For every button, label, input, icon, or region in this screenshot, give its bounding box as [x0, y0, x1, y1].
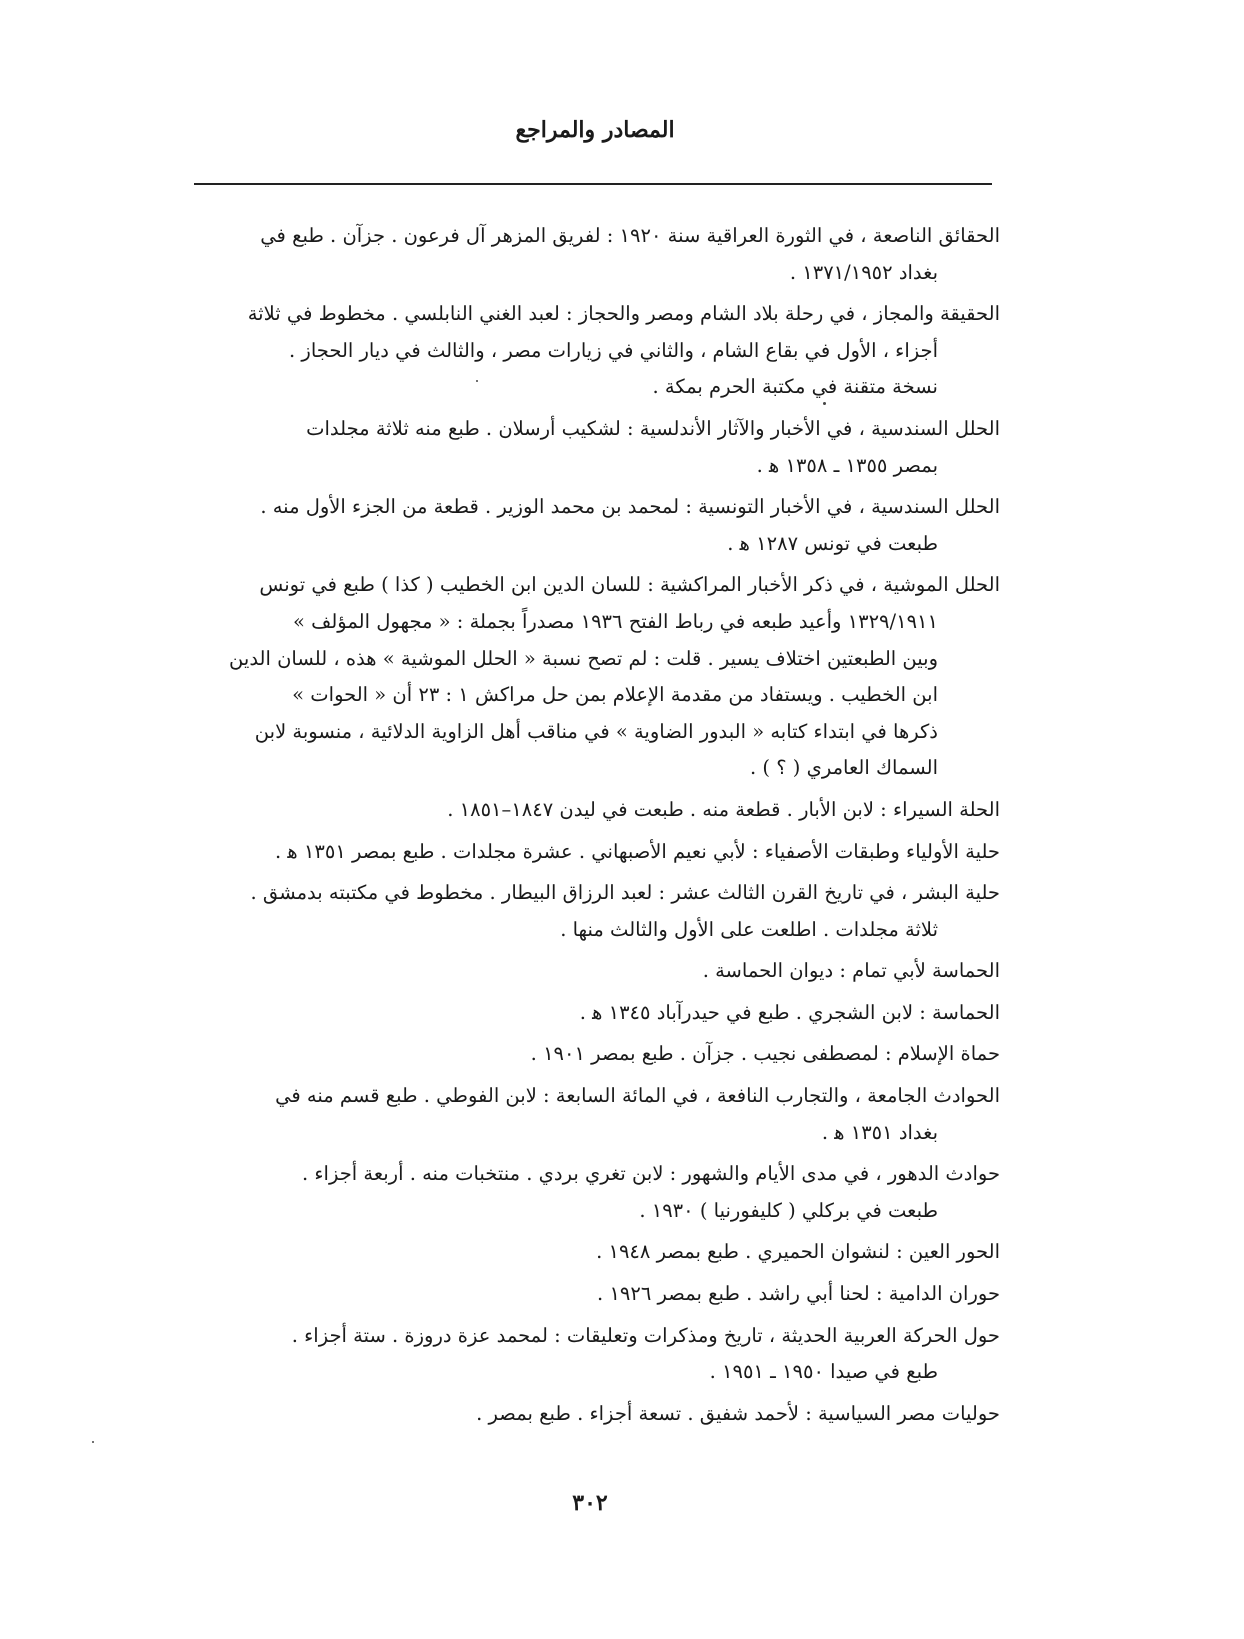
- entry-continuation-line: أجزاء ، الأول في بقاع الشام ، والثاني في زيارات مصر ، والثالث في ديار الحجاز .: [289, 338, 938, 362]
- entry-first-line: الحقائق الناصعة ، في الثورة العراقية سنة ١٩٢٠ : لفريق المزهر آل فرعون . جزآن . طبع في: [260, 224, 1000, 247]
- entry-continuation-line: ١٣٢٩/١٩١١ وأعيد طبعه في رباط الفتح ١٩٣٦ مصدراً بجملة : « مجهول المؤلف »: [293, 609, 938, 633]
- entry-first-line: حلية البشر ، في تاريخ القرن الثالث عشر : لعبد الرزاق البيطار . مخطوط في مكتبته بدمشق .: [250, 881, 1000, 905]
- entry-continuation-line: ثلاثة مجلدات . اطلعت على الأول والثالث منها .: [560, 917, 938, 941]
- entry-first-line: حوليات مصر السياسية : لأحمد شفيق . تسعة أجزاء . طبع بمصر .: [476, 1401, 1000, 1425]
- entry-first-line: الحور العين : لنشوان الحميري . طبع بمصر ١٩٤٨ .: [596, 1240, 1000, 1264]
- entry-continuation-line: بغداد ١٣٥١ ﻫ .: [821, 1120, 938, 1144]
- bibliography-entry: [186, 1078, 1000, 1151]
- bibliography-entry: [186, 489, 1000, 562]
- scan-speck: [823, 402, 826, 405]
- entry-continuation-line: نسخة متقنة في مكتبة الحرم بمكة .: [652, 375, 938, 399]
- entry-first-line: الحلل السندسية ، في الأخبار التونسية : لمحمد بن محمد الوزير . قطعة من الجزء الأول منه .: [260, 495, 1000, 519]
- scan-speck: [92, 1441, 94, 1443]
- entry-continuation-line: طبعت في تونس ١٢٨٧ ﻫ .: [727, 531, 938, 555]
- entry-first-line: حوادث الدهور ، في مدى الأيام والشهور : لابن تغري بردي . منتخبات منه . أربعة أجزاء .: [301, 1162, 1000, 1186]
- bibliography-entry: [186, 792, 1000, 829]
- entry-first-line: الحماسة : لابن الشجري . طبع في حيدرآباد ١٣٤٥ ﻫ .: [579, 1000, 1000, 1024]
- bibliography-entry: [186, 218, 1000, 291]
- bibliography-entry: [186, 1276, 1000, 1313]
- running-title: المصادر والمراجع: [515, 117, 675, 143]
- bibliography-entry: [186, 1156, 1000, 1229]
- entry-first-line: حلية الأولياء وطبقات الأصفياء : لأبي نعيم الأصبهاني . عشرة مجلدات . طبع بمصر ١٣٥١ ﻫ .: [275, 839, 1000, 863]
- entry-first-line: الحماسة لأبي تمام : ديوان الحماسة .: [702, 959, 1000, 983]
- scan-speck: [476, 380, 478, 382]
- bibliography-entry: [186, 296, 1000, 406]
- page-number: ٣٠٢: [572, 1490, 608, 1516]
- entry-continuation-line: طبعت في بركلي ( كليفورنيا ) ١٩٣٠ .: [639, 1198, 938, 1222]
- entry-first-line: حوران الدامية : لحنا أبي راشد . طبع بمصر ١٩٢٦ .: [597, 1282, 1000, 1306]
- entry-first-line: حماة الإسلام : لمصطفى نجيب . جزآن . طبع بمصر ١٩٠١ .: [530, 1042, 1000, 1066]
- bibliography-entry: [186, 1318, 1000, 1391]
- entry-first-line: حول الحركة العربية الحديثة ، تاريخ ومذكرات وتعليقات : لمحمد عزة دروزة . ستة أجزاء .: [291, 1323, 1000, 1347]
- entry-first-line: الحلة السيراء : لابن الأبار . قطعة منه . طبعت في ليدن ١٨٤٧–١٨٥١ .: [447, 797, 1000, 821]
- bibliography-entry: [186, 1396, 1000, 1433]
- entry-continuation-line: طبع في صيدا ١٩٥٠ ـ ١٩٥١ .: [709, 1360, 938, 1384]
- bibliography-entry: [186, 875, 1000, 948]
- entry-first-line: الحلل السندسية ، في الأخبار والآثار الأندلسية : لشكيب أرسلان . طبع منه ثلاثة مجلدات: [306, 416, 1000, 440]
- entry-continuation-line: ذكرها في ابتداء كتابه « البدور الضاوية » في مناقب أهل الزاوية الدلائية ، منسوبة لابن: [254, 719, 938, 743]
- entry-first-line: الحلل الموشية ، في ذكر الأخبار المراكشية : للسان الدين ابن الخطيب ( كذا ) طبع في تونس: [259, 573, 1000, 597]
- entry-first-line: الحقيقة والمجاز ، في رحلة بلاد الشام ومصر والحجاز : لعبد الغني النابلسي . مخطوط في ثلاثة: [247, 302, 1000, 326]
- bibliography-entry: [186, 834, 1000, 871]
- header-rule: [194, 183, 992, 185]
- bibliography-entry: [186, 1036, 1000, 1073]
- entry-continuation-line: السماك العامري ( ؟ ) .: [750, 756, 938, 780]
- entry-continuation-line: وبين الطبعتين اختلاف يسير . قلت : لم تصح نسبة « الحلل الموشية » هذه ، للسان الدين: [229, 646, 938, 670]
- entry-continuation-line: بغداد ١٣٧١/١٩٥٢ .: [789, 260, 938, 284]
- entry-first-line: الحوادث الجامعة ، والتجارب النافعة ، في المائة السابعة : لابن الفوطي . طبع قسم منه في: [275, 1084, 1000, 1108]
- bibliography-entry: [186, 953, 1000, 990]
- entry-continuation-line: ابن الخطيب . ويستفاد من مقدمة الإعلام بمن حل مراكش ١ : ٢٣ أن « الحوات »: [292, 683, 938, 707]
- bibliography-entry: [186, 1234, 1000, 1271]
- bibliography-entry: [186, 567, 1000, 787]
- bibliography-entries: [186, 218, 1000, 1437]
- entry-continuation-line: بمصر ١٣٥٥ ـ ١٣٥٨ ﻫ .: [756, 453, 938, 477]
- bibliography-entry: [186, 995, 1000, 1032]
- bibliography-entry: [186, 411, 1000, 484]
